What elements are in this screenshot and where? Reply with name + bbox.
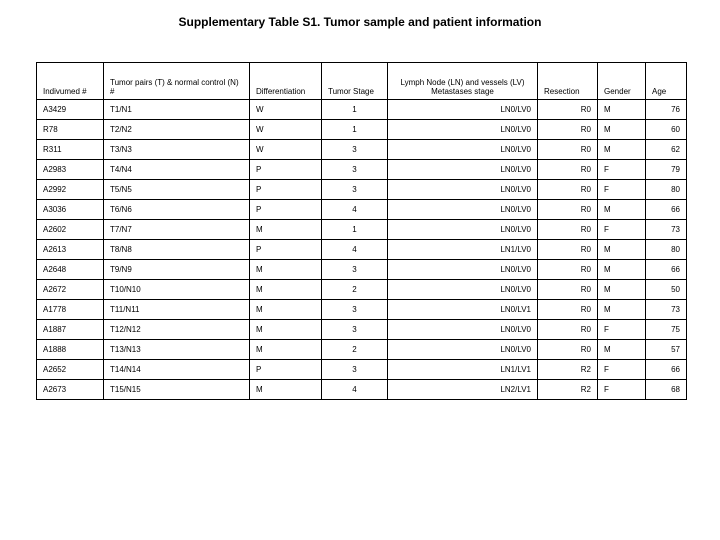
gender-cell: M bbox=[598, 280, 646, 300]
tumor-pair-cell: T11/N11 bbox=[104, 300, 250, 320]
metastases-cell: LN0/LV0 bbox=[388, 180, 538, 200]
resection-cell: R0 bbox=[538, 100, 598, 120]
header-row bbox=[37, 63, 687, 100]
col-header-tumor-pairs: Tumor pairs (T) & normal control (N) # bbox=[104, 63, 250, 100]
differentiation-cell: P bbox=[250, 240, 322, 260]
metastases-cell: LN0/LV0 bbox=[388, 120, 538, 140]
gender-cell: F bbox=[598, 320, 646, 340]
age-cell: 76 bbox=[646, 100, 687, 120]
tumor-pair-cell: T12/N12 bbox=[104, 320, 250, 340]
indivumed-cell: A2983 bbox=[37, 160, 104, 180]
resection-cell: R0 bbox=[538, 160, 598, 180]
resection-cell: R0 bbox=[538, 220, 598, 240]
metastases-cell: LN1/LV0 bbox=[388, 240, 538, 260]
tumor-pair-cell: T1/N1 bbox=[104, 100, 250, 120]
table-row bbox=[37, 380, 687, 400]
tumor-pair-cell: T14/N14 bbox=[104, 360, 250, 380]
metastases-cell: LN0/LV1 bbox=[388, 300, 538, 320]
resection-cell: R0 bbox=[538, 140, 598, 160]
indivumed-cell: A2992 bbox=[37, 180, 104, 200]
metastases-cell: LN0/LV0 bbox=[388, 340, 538, 360]
gender-cell: M bbox=[598, 260, 646, 280]
age-cell: 75 bbox=[646, 320, 687, 340]
indivumed-cell: A2602 bbox=[37, 220, 104, 240]
differentiation-cell: P bbox=[250, 180, 322, 200]
differentiation-cell: P bbox=[250, 200, 322, 220]
tumor-stage-cell: 3 bbox=[322, 160, 388, 180]
gender-cell: M bbox=[598, 300, 646, 320]
table-row bbox=[37, 220, 687, 240]
differentiation-cell: W bbox=[250, 120, 322, 140]
age-cell: 80 bbox=[646, 180, 687, 200]
tumor-stage-cell: 3 bbox=[322, 140, 388, 160]
differentiation-cell: P bbox=[250, 160, 322, 180]
resection-cell: R0 bbox=[538, 180, 598, 200]
table-row bbox=[37, 180, 687, 200]
tumor-stage-cell: 2 bbox=[322, 340, 388, 360]
tumor-stage-cell: 1 bbox=[322, 100, 388, 120]
metastases-cell: LN0/LV0 bbox=[388, 220, 538, 240]
gender-cell: M bbox=[598, 120, 646, 140]
tumor-pair-cell: T13/N13 bbox=[104, 340, 250, 360]
resection-cell: R0 bbox=[538, 260, 598, 280]
table-row bbox=[37, 340, 687, 360]
age-cell: 50 bbox=[646, 280, 687, 300]
tumor-stage-cell: 4 bbox=[322, 200, 388, 220]
tumor-pair-cell: T6/N6 bbox=[104, 200, 250, 220]
tumor-stage-cell: 2 bbox=[322, 280, 388, 300]
tumor-pair-cell: T8/N8 bbox=[104, 240, 250, 260]
table-row bbox=[37, 160, 687, 180]
age-cell: 66 bbox=[646, 200, 687, 220]
gender-cell: F bbox=[598, 380, 646, 400]
indivumed-cell: A2613 bbox=[37, 240, 104, 260]
col-header-tumor-stage: Tumor Stage bbox=[322, 63, 388, 100]
col-header-resection: Resection bbox=[538, 63, 598, 100]
tumor-stage-cell: 3 bbox=[322, 300, 388, 320]
resection-cell: R0 bbox=[538, 200, 598, 220]
age-cell: 66 bbox=[646, 360, 687, 380]
metastases-cell: LN0/LV0 bbox=[388, 200, 538, 220]
resection-cell: R2 bbox=[538, 380, 598, 400]
indivumed-cell: A2673 bbox=[37, 380, 104, 400]
tumor-stage-cell: 3 bbox=[322, 320, 388, 340]
indivumed-cell: R311 bbox=[37, 140, 104, 160]
differentiation-cell: W bbox=[250, 140, 322, 160]
differentiation-cell: P bbox=[250, 360, 322, 380]
age-cell: 68 bbox=[646, 380, 687, 400]
indivumed-cell: A1888 bbox=[37, 340, 104, 360]
indivumed-cell: A1887 bbox=[37, 320, 104, 340]
metastases-cell: LN0/LV0 bbox=[388, 160, 538, 180]
resection-cell: R0 bbox=[538, 240, 598, 260]
tumor-pair-cell: T15/N15 bbox=[104, 380, 250, 400]
tumor-stage-cell: 4 bbox=[322, 380, 388, 400]
indivumed-cell: A1778 bbox=[37, 300, 104, 320]
gender-cell: F bbox=[598, 360, 646, 380]
indivumed-cell: A2672 bbox=[37, 280, 104, 300]
resection-cell: R0 bbox=[538, 320, 598, 340]
indivumed-cell: A3429 bbox=[37, 100, 104, 120]
tumor-stage-cell: 1 bbox=[322, 120, 388, 140]
table-row bbox=[37, 360, 687, 380]
differentiation-cell: M bbox=[250, 340, 322, 360]
tumor-stage-cell: 3 bbox=[322, 360, 388, 380]
resection-cell: R0 bbox=[538, 120, 598, 140]
age-cell: 73 bbox=[646, 300, 687, 320]
table-row bbox=[37, 280, 687, 300]
col-header-differentiation: Differentiation bbox=[250, 63, 322, 100]
differentiation-cell: M bbox=[250, 380, 322, 400]
table-row bbox=[37, 260, 687, 280]
gender-cell: M bbox=[598, 200, 646, 220]
differentiation-cell: M bbox=[250, 320, 322, 340]
col-header-age: Age bbox=[646, 63, 687, 100]
resection-cell: R0 bbox=[538, 280, 598, 300]
metastases-cell: LN0/LV0 bbox=[388, 280, 538, 300]
differentiation-cell: M bbox=[250, 260, 322, 280]
table-row bbox=[37, 140, 687, 160]
gender-cell: F bbox=[598, 180, 646, 200]
gender-cell: F bbox=[598, 220, 646, 240]
tumor-pair-cell: T4/N4 bbox=[104, 160, 250, 180]
age-cell: 57 bbox=[646, 340, 687, 360]
table-row bbox=[37, 200, 687, 220]
table-row bbox=[37, 120, 687, 140]
metastases-cell: LN0/LV0 bbox=[388, 140, 538, 160]
table-row bbox=[37, 100, 687, 120]
differentiation-cell: M bbox=[250, 220, 322, 240]
tumor-stage-cell: 4 bbox=[322, 240, 388, 260]
resection-cell: R0 bbox=[538, 300, 598, 320]
gender-cell: M bbox=[598, 340, 646, 360]
tumor-pair-cell: T3/N3 bbox=[104, 140, 250, 160]
indivumed-cell: R78 bbox=[37, 120, 104, 140]
age-cell: 66 bbox=[646, 260, 687, 280]
indivumed-cell: A3036 bbox=[37, 200, 104, 220]
tumor-pair-cell: T2/N2 bbox=[104, 120, 250, 140]
age-cell: 73 bbox=[646, 220, 687, 240]
differentiation-cell: M bbox=[250, 300, 322, 320]
table-row bbox=[37, 240, 687, 260]
col-header-metastases: Lymph Node (LN) and vessels (LV) Metastases stage bbox=[388, 63, 538, 100]
gender-cell: F bbox=[598, 160, 646, 180]
tumor-stage-cell: 1 bbox=[322, 220, 388, 240]
gender-cell: M bbox=[598, 100, 646, 120]
table-row bbox=[37, 320, 687, 340]
tumor-pair-cell: T9/N9 bbox=[104, 260, 250, 280]
differentiation-cell: M bbox=[250, 280, 322, 300]
indivumed-cell: A2648 bbox=[37, 260, 104, 280]
tumor-stage-cell: 3 bbox=[322, 260, 388, 280]
col-header-indivumed: Indivumed # bbox=[37, 63, 104, 100]
age-cell: 60 bbox=[646, 120, 687, 140]
col-header-gender: Gender bbox=[598, 63, 646, 100]
table-row bbox=[37, 300, 687, 320]
age-cell: 62 bbox=[646, 140, 687, 160]
tumor-stage-cell: 3 bbox=[322, 180, 388, 200]
patient-table bbox=[36, 62, 687, 400]
tumor-pair-cell: T10/N10 bbox=[104, 280, 250, 300]
differentiation-cell: W bbox=[250, 100, 322, 120]
metastases-cell: LN0/LV0 bbox=[388, 260, 538, 280]
age-cell: 79 bbox=[646, 160, 687, 180]
gender-cell: M bbox=[598, 140, 646, 160]
metastases-cell: LN0/LV0 bbox=[388, 320, 538, 340]
resection-cell: R2 bbox=[538, 360, 598, 380]
indivumed-cell: A2652 bbox=[37, 360, 104, 380]
age-cell: 80 bbox=[646, 240, 687, 260]
tumor-pair-cell: T7/N7 bbox=[104, 220, 250, 240]
resection-cell: R0 bbox=[538, 340, 598, 360]
table-title: Supplementary Table S1. Tumor sample and patient information bbox=[178, 15, 542, 29]
metastases-cell: LN0/LV0 bbox=[388, 100, 538, 120]
metastases-cell: LN1/LV1 bbox=[388, 360, 538, 380]
tumor-pair-cell: T5/N5 bbox=[104, 180, 250, 200]
metastases-cell: LN2/LV1 bbox=[388, 380, 538, 400]
gender-cell: M bbox=[598, 240, 646, 260]
